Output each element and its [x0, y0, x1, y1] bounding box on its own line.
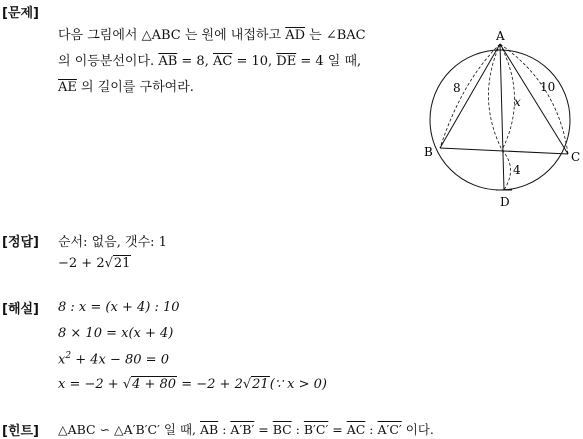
bisector-ad [500, 44, 504, 190]
explain-line-4: x = −2 + √4 + 80 = −2 + 2√21(∵ x > 0) [58, 377, 327, 392]
problem-line-1: 다음 그림에서 △ABC 는 원에 내접하고 $\overline{AD}$ 는 ∠BAC [58, 28, 366, 43]
circumcircle [430, 50, 570, 190]
side-ab [440, 44, 500, 148]
problem-line-2: 의 이등분선이다. $\overline{AB} = 8$, $\overline{AC} = 10$, $\overline{DE} = 4$ 일 때, [58, 54, 362, 69]
label-d: D [500, 195, 510, 209]
hint-tag: [힌트] [2, 424, 39, 439]
answer-tag: [정답] [2, 235, 39, 250]
geometry-figure [420, 26, 580, 211]
explain-line-2: 8 × 10 = x(x + 4) [58, 326, 174, 341]
explain-tag: [해설] [2, 302, 39, 317]
seg-label-de: 4 [513, 163, 521, 177]
answer-value: −2 + 2√21 [58, 256, 131, 271]
problem-line-3: $\overline{AE}$ 의 길이를 구하여라. [58, 80, 194, 95]
explain-line-3: $x^2 + 4x - 80 = 0$ [58, 351, 169, 368]
seg-label-ab: 8 [453, 81, 461, 95]
side-bc [440, 148, 568, 154]
seg-label-ac: 10 [540, 80, 556, 94]
problem-tag: [문제] [2, 6, 39, 21]
label-a: A [496, 29, 505, 43]
seg-label-ae: x [514, 95, 521, 109]
side-ac [500, 44, 568, 154]
label-b: B [424, 145, 433, 159]
label-c: C [571, 150, 580, 164]
answer-order: 순서: 없음, 갯수: 1 [58, 235, 167, 250]
explain-line-1: 8 : x = (x + 4) : 10 [58, 300, 180, 315]
hint-line: △ABC ∽ △A′B′C′ 일 때, $\overline{AB}$ : $A'B' = \overline{BC}$ : $B'C' = \overline{AC}$ : A′C′ 이다. [58, 422, 434, 437]
